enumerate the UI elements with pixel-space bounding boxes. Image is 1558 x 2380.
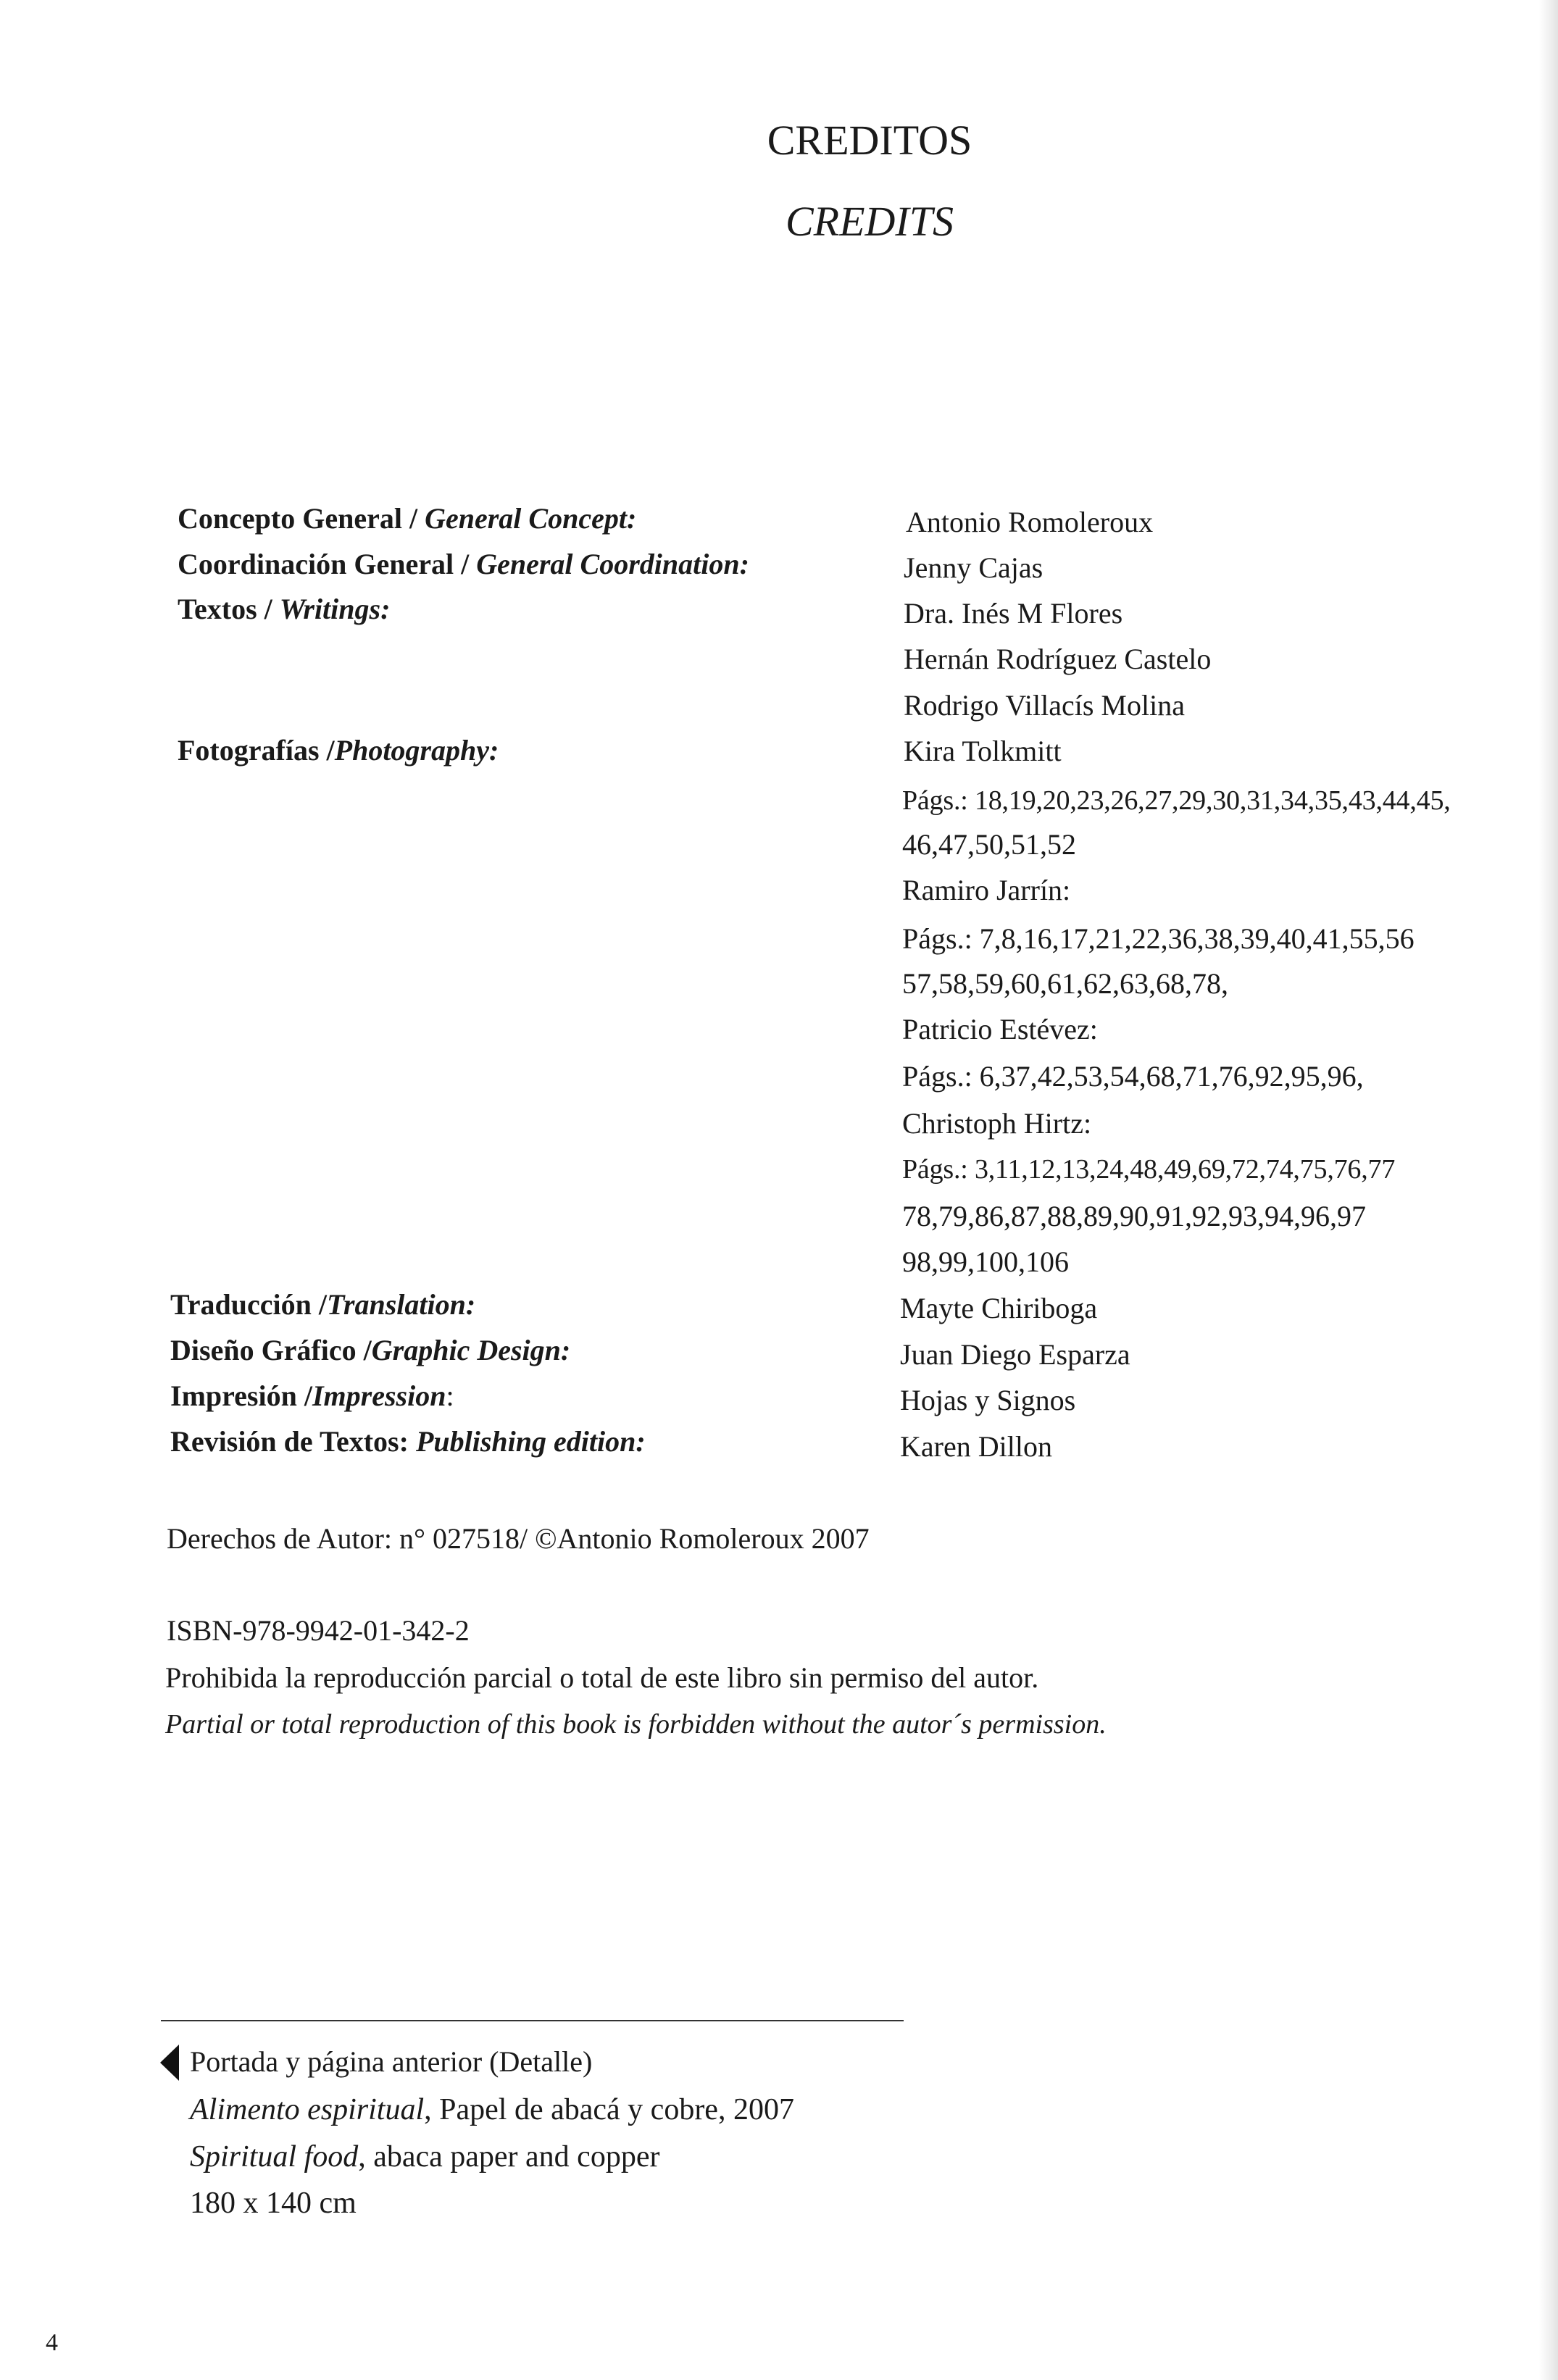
label-writings: Textos / Writings: <box>178 593 391 625</box>
label-graphic-design: Diseño Gráfico /Graphic Design: <box>170 1334 571 1366</box>
credit-value: Christoph Hirtz: <box>902 1107 1092 1140</box>
page-subtitle: CREDITS <box>786 198 954 245</box>
credit-value: Antonio Romoleroux <box>906 506 1154 538</box>
credit-value: Patricio Estévez: <box>902 1013 1098 1045</box>
label-translation: Traducción /Translation: <box>170 1288 476 1321</box>
caption-line: Alimento espiritual, Papel de abacá y cobre, 2007 <box>190 2093 794 2126</box>
credit-value: Hernán Rodríguez Castelo <box>904 643 1212 675</box>
caption-line: Portada y página anterior (Detalle) <box>190 2045 593 2078</box>
credit-value: Págs.: 6,37,42,53,54,68,71,76,92,95,96, <box>902 1060 1364 1093</box>
credit-value: Págs.: 7,8,16,17,21,22,36,38,39,40,41,55,56 <box>902 922 1415 955</box>
page-title: CREDITOS <box>767 117 972 164</box>
credit-value: Ramiro Jarrín: <box>902 874 1071 906</box>
label-impression: Impresión /Impression: <box>170 1379 454 1412</box>
credit-value: Juan Diego Esparza <box>900 1338 1130 1371</box>
left-arrow-icon <box>160 2045 179 2081</box>
caption-divider <box>161 2020 904 2021</box>
prohibition-english: Partial or total reproduction of this book is forbidden without the autor´s permission. <box>165 1709 1107 1740</box>
label-general-coordination: Coordinación General / General Coordination: <box>178 548 749 580</box>
label-general-concept: Concepto General / General Concept: <box>178 502 637 535</box>
credit-value: Dra. Inés M Flores <box>904 597 1123 630</box>
credit-value: Págs.: 3,11,12,13,24,48,49,69,72,74,75,76,77 <box>902 1154 1396 1185</box>
credit-value: Kira Tolkmitt <box>904 735 1062 767</box>
label-photography: Fotografías /Photography: <box>178 734 499 767</box>
caption-line: 180 x 140 cm <box>190 2187 357 2220</box>
page-edge-shadow <box>1539 0 1558 2380</box>
credit-value: Karen Dillon <box>900 1430 1052 1463</box>
credit-value: 46,47,50,51,52 <box>902 828 1076 861</box>
copyright-line: Derechos de Autor: n° 027518/ ©Antonio Romoleroux 2007 <box>167 1522 870 1555</box>
credit-value: 78,79,86,87,88,89,90,91,92,93,94,96,97 <box>902 1200 1366 1232</box>
credit-value: 98,99,100,106 <box>902 1245 1069 1278</box>
credit-value: Jenny Cajas <box>904 551 1043 584</box>
credit-value: Rodrigo Villacís Molina <box>904 689 1185 722</box>
caption-line: Spiritual food, abaca paper and copper <box>190 2140 660 2174</box>
prohibition-spanish: Prohibida la reproducción parcial o total de este libro sin permiso del autor. <box>165 1661 1039 1694</box>
credit-value: Págs.: 18,19,20,23,26,27,29,30,31,34,35,43,44,45, <box>902 785 1451 816</box>
page-number: 4 <box>46 2329 58 2356</box>
credit-value: 57,58,59,60,61,62,63,68,78, <box>902 967 1228 1000</box>
label-text-revision: Revisión de Textos: Publishing edition: <box>170 1425 646 1458</box>
isbn-line: ISBN-978-9942-01-342-2 <box>167 1614 470 1647</box>
credit-value: Mayte Chiriboga <box>900 1292 1098 1324</box>
credit-value: Hojas y Signos <box>900 1384 1076 1416</box>
